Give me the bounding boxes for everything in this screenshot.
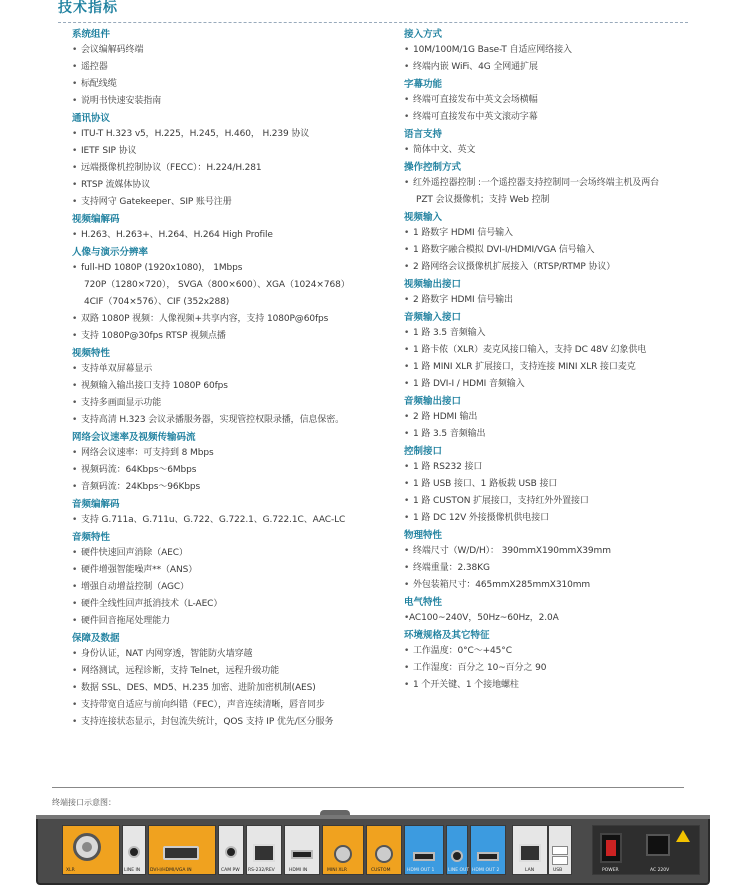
- spec-item-continuation: 4CIF（704×576）、CIF (352x288): [84, 297, 230, 307]
- spec-item: • 2 路数字 HDMI 信号输出: [404, 292, 704, 309]
- section-heading: 接入方式: [404, 29, 443, 40]
- spec-item: • 1 路数字融合模拟 DVI-I/HDMI/VGA 信号输入: [404, 242, 704, 259]
- line-out-jack-icon: [451, 850, 463, 862]
- spec-item: • 1 路 MINI XLR 扩展接口，支持连接 MINI XLR 接口麦克: [404, 359, 704, 376]
- hdmi-out2-label: HDMI OUT 2: [472, 868, 500, 873]
- ac-label: AC 220V: [650, 868, 670, 873]
- warning-icon: [676, 830, 690, 842]
- spec-item: • 1 路 DC 12V 外接摄像机供电接口: [404, 510, 704, 527]
- spec-item: • 10M/100M/1G Base-T 自适应网络接入: [404, 42, 704, 59]
- spec-item: • 外包装箱尺寸：465mmX285mmX310mm: [404, 577, 704, 594]
- section-heading: 控制接口: [404, 446, 443, 457]
- spec-item: • 终端可直接发布中英文会场横幅: [404, 92, 704, 109]
- spec-item: • ITU-T H.323 v5，H.225，H.245，H.460， H.239 协议: [72, 126, 390, 143]
- spec-item: • 1 路 3.5 音频输入: [404, 325, 704, 342]
- spec-item: • 1 路 DVI-I / HDMI 音频输入: [404, 376, 704, 393]
- spec-item: • 终端重量：2.38KG: [404, 560, 704, 577]
- section-heading: 电气特性: [404, 597, 443, 608]
- hdmi-out1-label: HDMI OUT 1: [407, 868, 435, 873]
- spec-item: • 远端摄像机控制协议（FECC）：H.224/H.281: [72, 160, 390, 177]
- power-switch-icon: [600, 833, 622, 863]
- spec-item: • 支持单双屏幕显示: [72, 361, 390, 378]
- spec-item-continuation: 720P（1280×720）， SVGA（800×600）、XGA（1024×768）: [84, 280, 350, 290]
- rs232-port-icon: [253, 844, 275, 862]
- spec-item: • 身份认证，NAT 内网穿透，智能防火墙穿越: [72, 646, 390, 663]
- section-heading: 音频输出接口: [404, 396, 462, 407]
- spec-item: • 遥控器: [72, 59, 390, 76]
- spec-item: • 视频码流：64Kbps～6Mbps: [72, 462, 390, 479]
- spec-item: • 支持 1080P@30fps RTSP 视频点播: [72, 328, 390, 345]
- xlr-label: XLR: [66, 868, 75, 873]
- custom-port-icon: [375, 845, 393, 863]
- spec-item: • 简体中文、英文: [404, 142, 704, 159]
- spec-item: • 硬件增强智能噪声**（ANS）: [72, 562, 390, 579]
- spec-item: • 支持带宽自适应与前向纠错（FEC），声音连续清晰，唇音同步: [72, 697, 390, 714]
- usb-port-icon: [552, 846, 568, 855]
- spec-item: • 1 路数字 HDMI 信号输入: [404, 225, 704, 242]
- spec-item: • 工作温度：0°C～+45°C: [404, 643, 704, 660]
- hdmi-out2-port-icon: [477, 852, 499, 861]
- spec-item: • 1 路 RS232 接口: [404, 459, 704, 476]
- spec-item: • 支持连接状态显示，封包流失统计，QOS 支持 IP 优先/区分服务: [72, 714, 390, 731]
- rs232-label: RS-232/REV: [248, 868, 275, 873]
- spec-item: • AC100~240V，50Hz~60Hz，2.0A: [404, 610, 704, 627]
- mini-xlr-label: MINI XLR: [327, 868, 348, 873]
- spec-item: • 2 路 HDMI 输出: [404, 409, 704, 426]
- hdmi-out1-port-icon: [413, 852, 435, 861]
- section-heading: 通讯协议: [72, 113, 111, 124]
- lan-port-icon: [519, 844, 541, 862]
- xlr-port-icon: [73, 833, 101, 861]
- spec-item: • 支持高清 H.323 会议录播服务器，实现管控权限录播，信息保密。: [72, 412, 390, 429]
- spec-item: • 终端尺寸（W/D/H）： 390mmX190mmX39mm: [404, 543, 704, 560]
- spec-item: • IETF SIP 协议: [72, 143, 390, 160]
- cam-pw-label: CAM PW: [221, 868, 240, 873]
- section-heading: 视频输入: [404, 212, 443, 223]
- section-heading: 语言支持: [404, 129, 443, 140]
- left-spec-column: [72, 26, 390, 731]
- cam-pw-jack-icon: [225, 846, 237, 858]
- line-out-label: LINE OUT: [448, 868, 470, 873]
- spec-item: • 数据 SSL、DES、MD5、H.235 加密、进阶加密机制(AES): [72, 680, 390, 697]
- spec-item: • 支持 G.711a、G.711u、G.722、G.722.1、G.722.1C、AAC-LC: [72, 512, 390, 529]
- section-heading: 音频编解码: [72, 499, 120, 510]
- spec-item-continuation: PZT 会议摄像机；支持 Web 控制: [416, 195, 550, 205]
- custom-label: CUSTOM: [371, 868, 391, 873]
- section-heading: 保障及数据: [72, 633, 120, 644]
- bottom-divider: [52, 787, 684, 788]
- section-heading: 字幕功能: [404, 79, 443, 90]
- spec-item: • 视频输入输出接口支持 1080P 60fps: [72, 378, 390, 395]
- hdmi-in-label: HDMI IN: [289, 868, 308, 873]
- usb-label: USB: [553, 868, 563, 873]
- spec-item: • 红外遥控器控制 :一个遥控器支持控制同一会场终端主机及两台: [404, 175, 704, 192]
- section-heading: 操作控制方式: [404, 162, 462, 173]
- spec-item: • 说明书快速安装指南: [72, 93, 390, 110]
- power-label: POWER: [602, 868, 619, 873]
- title-divider: [58, 22, 688, 23]
- section-heading: 网络会议速率及视频传输码流: [72, 432, 196, 443]
- section-heading: 环境规格及其它特征: [404, 630, 490, 641]
- section-heading: 视频特性: [72, 348, 111, 359]
- usb-port-icon-2: [552, 856, 568, 865]
- spec-item: • 工作湿度：百分之 10~百分之 90: [404, 660, 704, 677]
- section-heading: 音频输入接口: [404, 312, 462, 323]
- spec-item: • 增强自动增益控制（AGC）: [72, 579, 390, 596]
- spec-item: • 网络会议速率：可支持到 8 Mbps: [72, 445, 390, 462]
- spec-item: • 1 路 3.5 音频输出: [404, 426, 704, 443]
- dvi-label: DVI-I/HDMI/VGA IN: [150, 868, 192, 873]
- line-in-label: LINE IN: [124, 868, 141, 873]
- section-heading: 音频特性: [72, 532, 111, 543]
- lan-label: LAN: [525, 868, 535, 873]
- spec-item: • H.263、H.263+、H.264、H.264 High Profile: [72, 227, 390, 244]
- spec-item: • 1 个开关键、1 个接地螺柱: [404, 677, 704, 694]
- spec-item: • 终端内嵌 WiFi、4G 全网通扩展: [404, 59, 704, 76]
- page-title: 技术指标: [58, 0, 118, 16]
- diagram-caption: 终端接口示意图：: [52, 798, 116, 807]
- spec-item: • 音频码流：24Kbps～96Kbps: [72, 479, 390, 496]
- hdmi-in-port-icon: [291, 850, 313, 859]
- spec-item: • 终端可直接发布中英文滚动字幕: [404, 109, 704, 126]
- spec-item: • 1 路 USB 接口、1 路板载 USB 接口: [404, 476, 704, 493]
- spec-item: • 硬件全线性回声抵消技术（L-AEC）: [72, 596, 390, 613]
- spec-item: • 会议编解码终端: [72, 42, 390, 59]
- spec-item: • 双路 1080P 视频：人像视频+共享内容，支持 1080P@60fps: [72, 311, 390, 328]
- spec-item: • 支持网守 Gatekeeper、SIP 账号注册: [72, 194, 390, 211]
- line-in-jack-icon: [128, 846, 140, 858]
- section-heading: 视频输出接口: [404, 279, 462, 290]
- spec-item: • full-HD 1080P (1920x1080)， 1Mbps: [72, 260, 390, 277]
- spec-item: • 1 路 CUSTON 扩展接口，支持红外外置接口: [404, 493, 704, 510]
- section-heading: 人像与演示分辨率: [72, 247, 149, 258]
- dvi-port-icon: [163, 846, 199, 860]
- right-spec-column: [404, 26, 704, 694]
- spec-item: • 硬件快速回声消除（AEC）: [72, 545, 390, 562]
- spec-item: • 2 路网络会议摄像机扩展接入（RTSP/RTMP 协议）: [404, 259, 704, 276]
- mini-xlr-port-icon: [334, 845, 352, 863]
- section-heading: 物理特性: [404, 530, 443, 541]
- spec-item: • RTSP 流媒体协议: [72, 177, 390, 194]
- section-heading: 视频编解码: [72, 214, 120, 225]
- spec-item: • 支持多画面显示功能: [72, 395, 390, 412]
- panel-top-edge: [36, 815, 710, 819]
- spec-item: • 硬件回音拖尾处理能力: [72, 613, 390, 630]
- spec-item: • 标配线缆: [72, 76, 390, 93]
- spec-item: • 1 路卡侬（XLR）麦克风接口输入，支持 DC 48V 幻象供电: [404, 342, 704, 359]
- ac-inlet-icon: [646, 834, 670, 856]
- section-heading: 系统组件: [72, 29, 111, 40]
- spec-item: • 网络测试，远程诊断，支持 Telnet，远程升级功能: [72, 663, 390, 680]
